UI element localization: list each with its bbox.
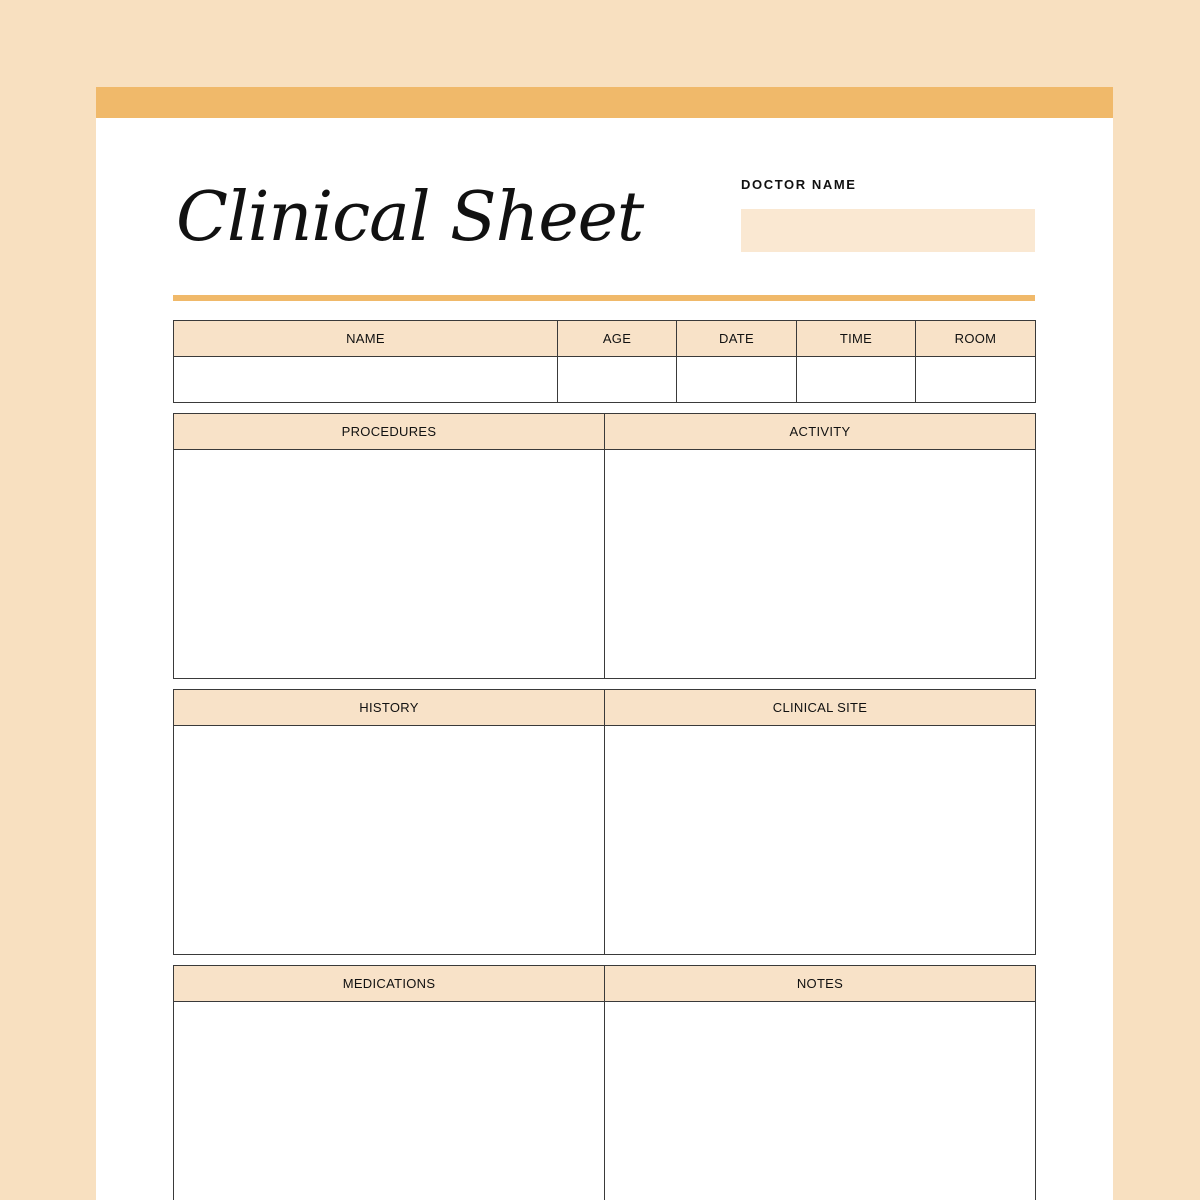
- page-title: Clinical Sheet: [176, 178, 644, 257]
- clinical-sheet-page: [96, 87, 1113, 1200]
- name-column-header: NAME: [174, 321, 558, 357]
- medications-field[interactable]: [174, 1002, 605, 1200]
- procedures-field[interactable]: [174, 450, 605, 679]
- history-header: HISTORY: [174, 690, 605, 726]
- patient-info-table: [173, 320, 1036, 403]
- name-field[interactable]: [174, 357, 558, 403]
- history-field[interactable]: [174, 726, 605, 955]
- medications-notes-table: [173, 965, 1036, 1200]
- notes-header: NOTES: [605, 966, 1036, 1002]
- header-divider: [173, 295, 1035, 301]
- clinical-site-field[interactable]: [605, 726, 1036, 955]
- notes-field[interactable]: [605, 1002, 1036, 1200]
- age-field[interactable]: [558, 357, 677, 403]
- activity-field[interactable]: [605, 450, 1036, 679]
- age-column-header: AGE: [558, 321, 677, 357]
- doctor-name-label: DOCTOR NAME: [741, 177, 857, 192]
- clinical-site-header: CLINICAL SITE: [605, 690, 1036, 726]
- date-field[interactable]: [677, 357, 797, 403]
- medications-header: MEDICATIONS: [174, 966, 605, 1002]
- room-column-header: ROOM: [916, 321, 1036, 357]
- top-accent-bar: [96, 87, 1113, 118]
- activity-header: ACTIVITY: [605, 414, 1036, 450]
- procedures-activity-table: [173, 413, 1036, 679]
- doctor-name-field[interactable]: [741, 209, 1035, 252]
- room-field[interactable]: [916, 357, 1036, 403]
- procedures-header: PROCEDURES: [174, 414, 605, 450]
- time-field[interactable]: [797, 357, 916, 403]
- time-column-header: TIME: [797, 321, 916, 357]
- history-clinical-site-table: [173, 689, 1036, 955]
- date-column-header: DATE: [677, 321, 797, 357]
